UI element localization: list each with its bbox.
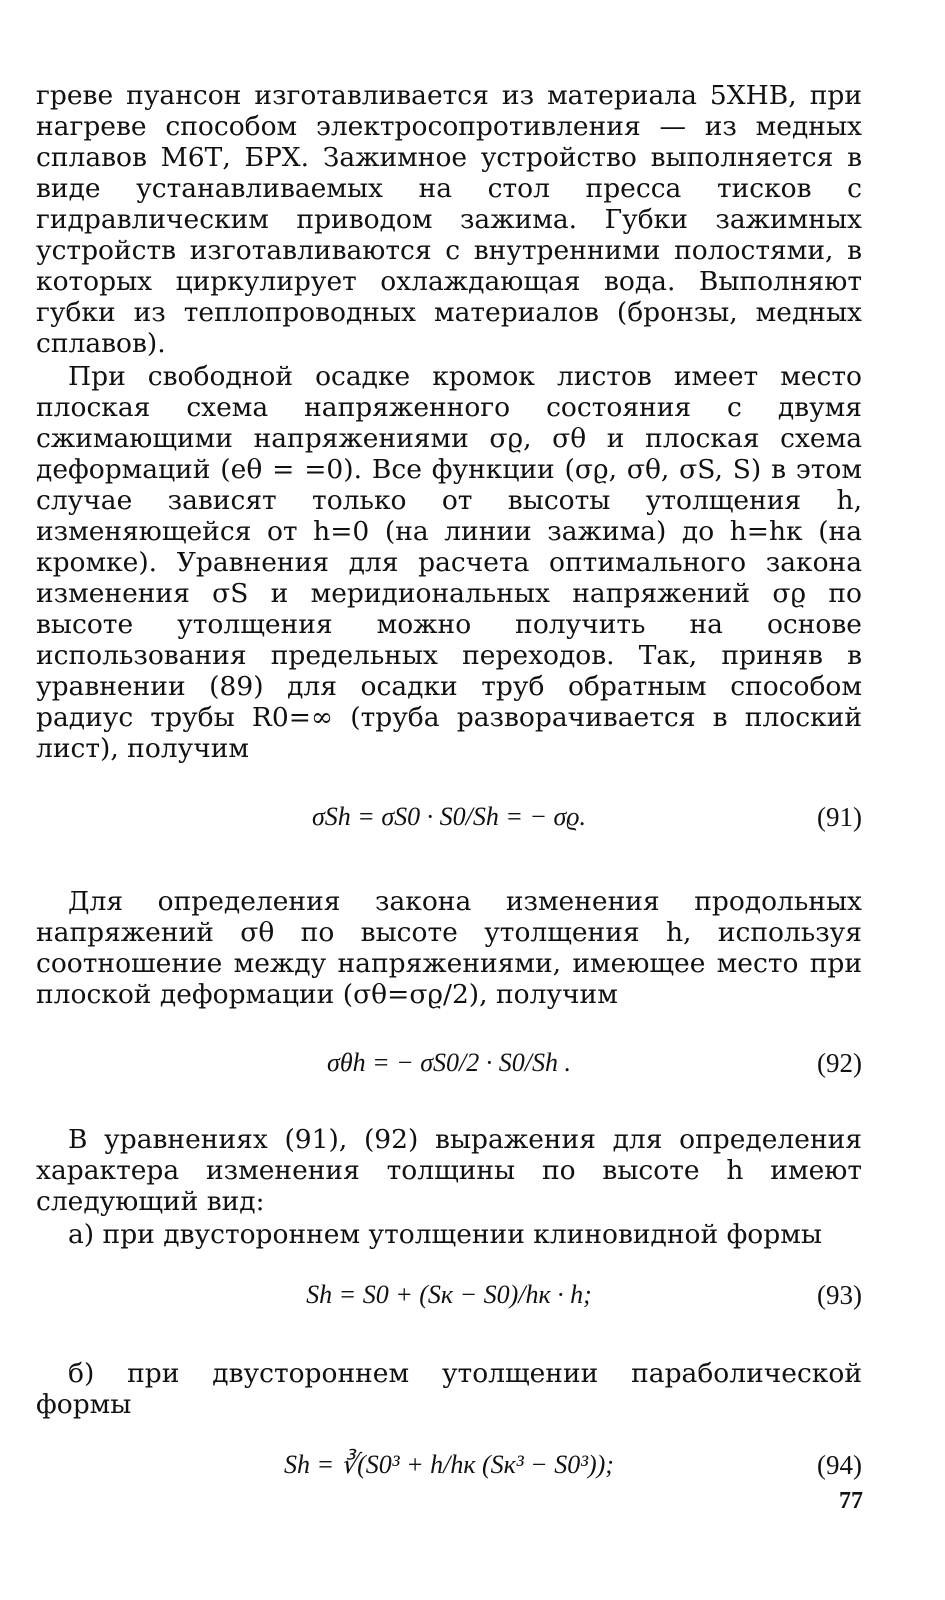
- formula-93-expression: Sh = S0 + (Sк − S0)/hк · h;: [306, 1280, 592, 1309]
- formula-91-expression: σSh = σS0 · S0/Sh = − σϱ.: [311, 802, 586, 831]
- paragraph-3: Для определения закона изменения продольных напряжений σθ по высоте утолщения h, используя соотношение между напряжениями, имеющее место при плоской деформации (σθ=σϱ/2), получим: [36, 886, 862, 1010]
- formula-92: [36, 1028, 862, 1108]
- formula-94-number: (94): [817, 1450, 862, 1480]
- formula-94: [36, 1430, 862, 1510]
- formula-94-expression: Sh = ∛(S0³ + h/hк (Sк³ − S0³));: [284, 1450, 614, 1479]
- formula-91-number: (91): [817, 802, 862, 832]
- paragraph-2: При свободной осадке кромок листов имеет место плоская схема напряженного состояния с двумя сжимающими напряжениями σϱ, σθ и плоская схема деформаций (eθ = =0). Все функции (σϱ, σθ, σS, S) в этом случае зависят только от высоты утолщения h, изменяющейся от h=0 (на линии зажима) до h=hк (на кромке). Уравнения для расчета оптимального закона изменения σS и меридиональных напряжений σϱ по высоте утолщения можно получить на основе использования предельных переходов. Так, приняв в уравнении (89) для осадки труб обратным способом радиус трубы R0=∞ (труба разворачивается в плоский лист), получим: [36, 361, 862, 764]
- paragraph-4: В уравнениях (91), (92) выражения для определения характера изменения толщины по высоте h имеют следующий вид:: [36, 1124, 862, 1217]
- formula-92-number: (92): [817, 1048, 862, 1078]
- page-number: 77: [839, 1488, 863, 1514]
- formula-91: [36, 782, 862, 862]
- paragraph-1: греве пуансон изготавливается из материала 5ХНВ, при нагреве способом электросопротивления — из медных сплавов М6Т, БРХ. Зажимное устройство выполняется в виде устанавливаемых на стол пресса тисков с гидравлическим приводом зажима. Губки зажимных устройств изготавливаются с внутренними полостями, в которых циркулирует охлаждающая вода. Выполняют губки из теплопроводных материалов (бронзы, медных сплавов).: [36, 80, 862, 359]
- page-content: [36, 80, 862, 1510]
- formula-92-expression: σθh = − σS0/2 · S0/Sh .: [327, 1048, 571, 1077]
- formula-93-number: (93): [817, 1280, 862, 1310]
- paragraph-5: а) при двустороннем утолщении клиновидной формы: [68, 1219, 822, 1250]
- paragraph-6: б) при двустороннем утолщении параболической формы: [36, 1358, 862, 1420]
- formula-93: [36, 1260, 862, 1340]
